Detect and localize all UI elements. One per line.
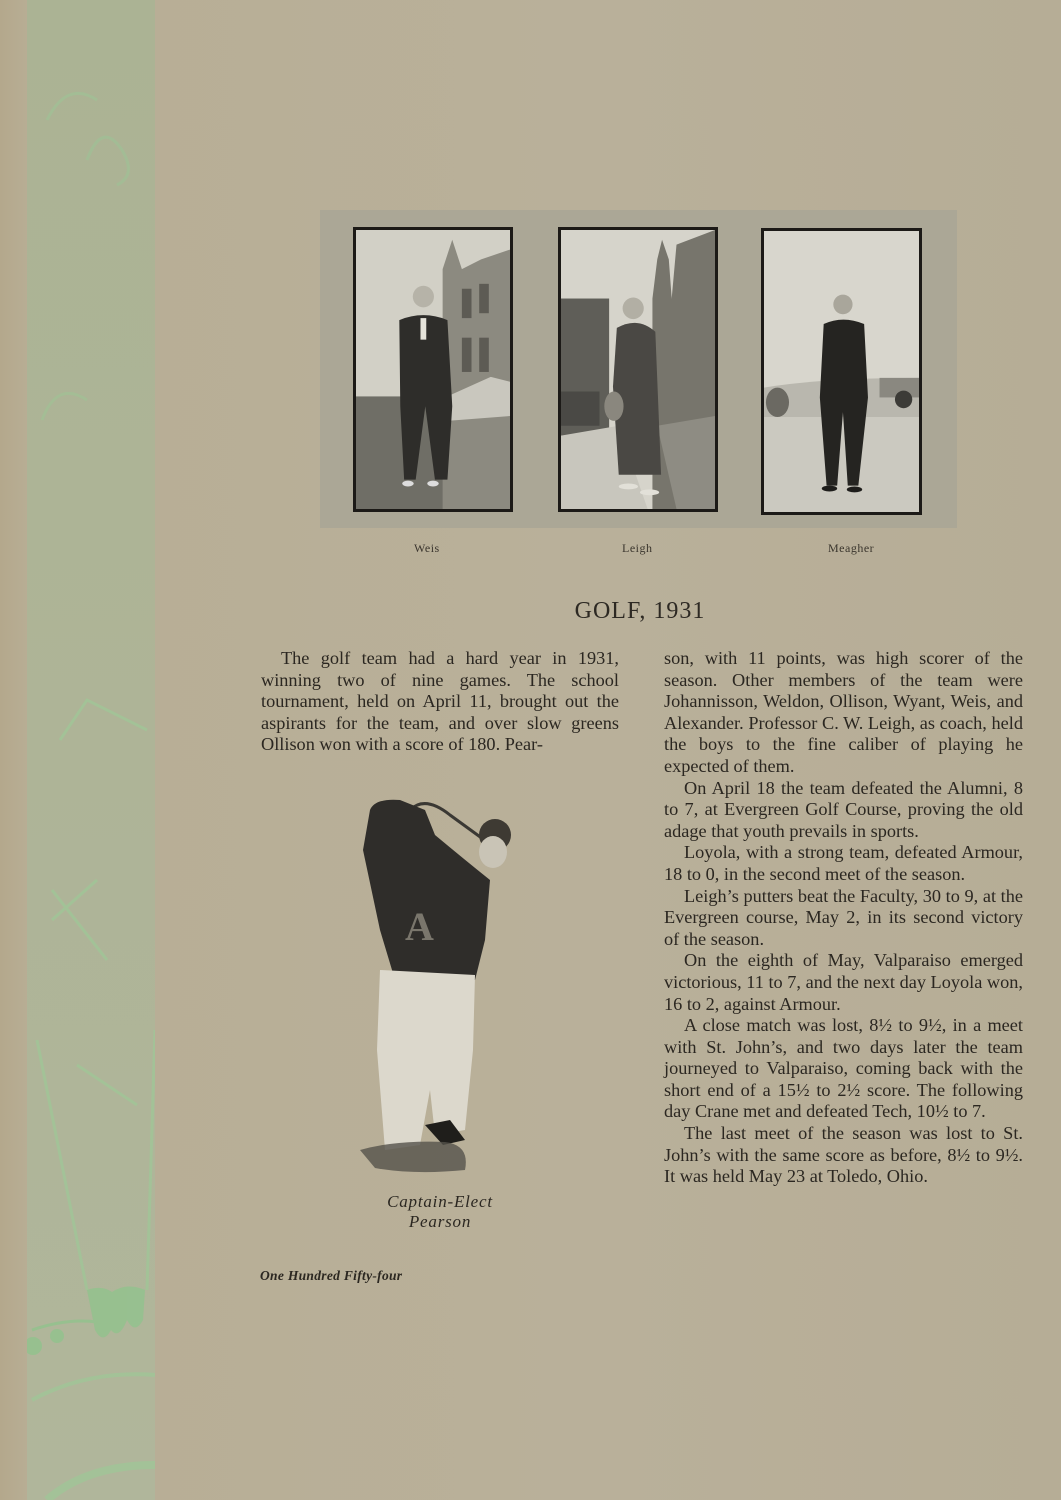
article-paragraph: On the eighth of May, Valparaiso emerged victorious, 11 to 7, and the next day Loyola won, 16 to 2, against Armour. xyxy=(664,950,1023,1014)
photo-caption-leigh: Leigh xyxy=(622,541,653,555)
article-paragraph: On April 18 the team defeated the Alumni, 8 to 7, at Evergreen Golf Course, proving the old adage that youth prevails in sports. xyxy=(664,777,1023,841)
golfer-photo-pearson xyxy=(355,790,525,1175)
sweater-letter: A xyxy=(405,904,434,949)
photo-caption-weis: Weis xyxy=(414,541,440,555)
article-paragraph: The last meet of the season was lost to St. John’s with the same score as before, 8½ to 9½. It was held May 23 at Toledo, Ohio. xyxy=(664,1123,1023,1187)
golfer-caption-name: Pearson xyxy=(408,1212,472,1231)
article-paragraph: A close match was lost, 8½ to 9½, in a meet with St. John’s, and two days later the team journeyed to Valparaiso, coming back with the short end of a 15½ to 2½ score. The following day Crane met and defeated Tech, 10½ to 7. xyxy=(664,1015,1023,1122)
article-paragraph: son, with 11 points, was high scorer of the season. Other members of the team were Johannisson, Weldon, Ollison, Wyant, Weis, and Alexander. Professor C. W. Leigh, as coach, held the boys to the fine caliber of playing he expected of them. xyxy=(664,648,1023,776)
article-paragraph: Leigh’s putters beat the Faculty, 30 to 9, at the Evergreen course, May 2, in its second victory of the season. xyxy=(664,885,1023,949)
photo-strip xyxy=(320,210,957,528)
photo-weis xyxy=(353,227,513,512)
page-number: One Hundred Fifty-four xyxy=(260,1268,403,1283)
article-column-right xyxy=(664,648,1023,1188)
article-paragraph: The golf team had a hard year in 1931, winning two of nine games. The school tournament, held on April 11, brought out the aspirants for the team, and over slow greens Ollison won with a score of 180. Pear- xyxy=(261,648,619,755)
article-title: GOLF, 1931 xyxy=(574,598,706,624)
golfer-caption xyxy=(340,1192,540,1232)
photo-leigh xyxy=(558,227,718,512)
decorative-green-band xyxy=(27,0,155,1500)
decorative-illustration xyxy=(27,0,155,1500)
photo-caption-meagher: Meagher xyxy=(828,541,875,555)
photo-meagher xyxy=(761,228,922,515)
article-column-left xyxy=(261,648,619,756)
golfer-caption-title: Captain-Elect xyxy=(387,1192,493,1211)
article-paragraph: Loyola, with a strong team, defeated Armour, 18 to 0, in the second meet of the season. xyxy=(664,842,1023,884)
